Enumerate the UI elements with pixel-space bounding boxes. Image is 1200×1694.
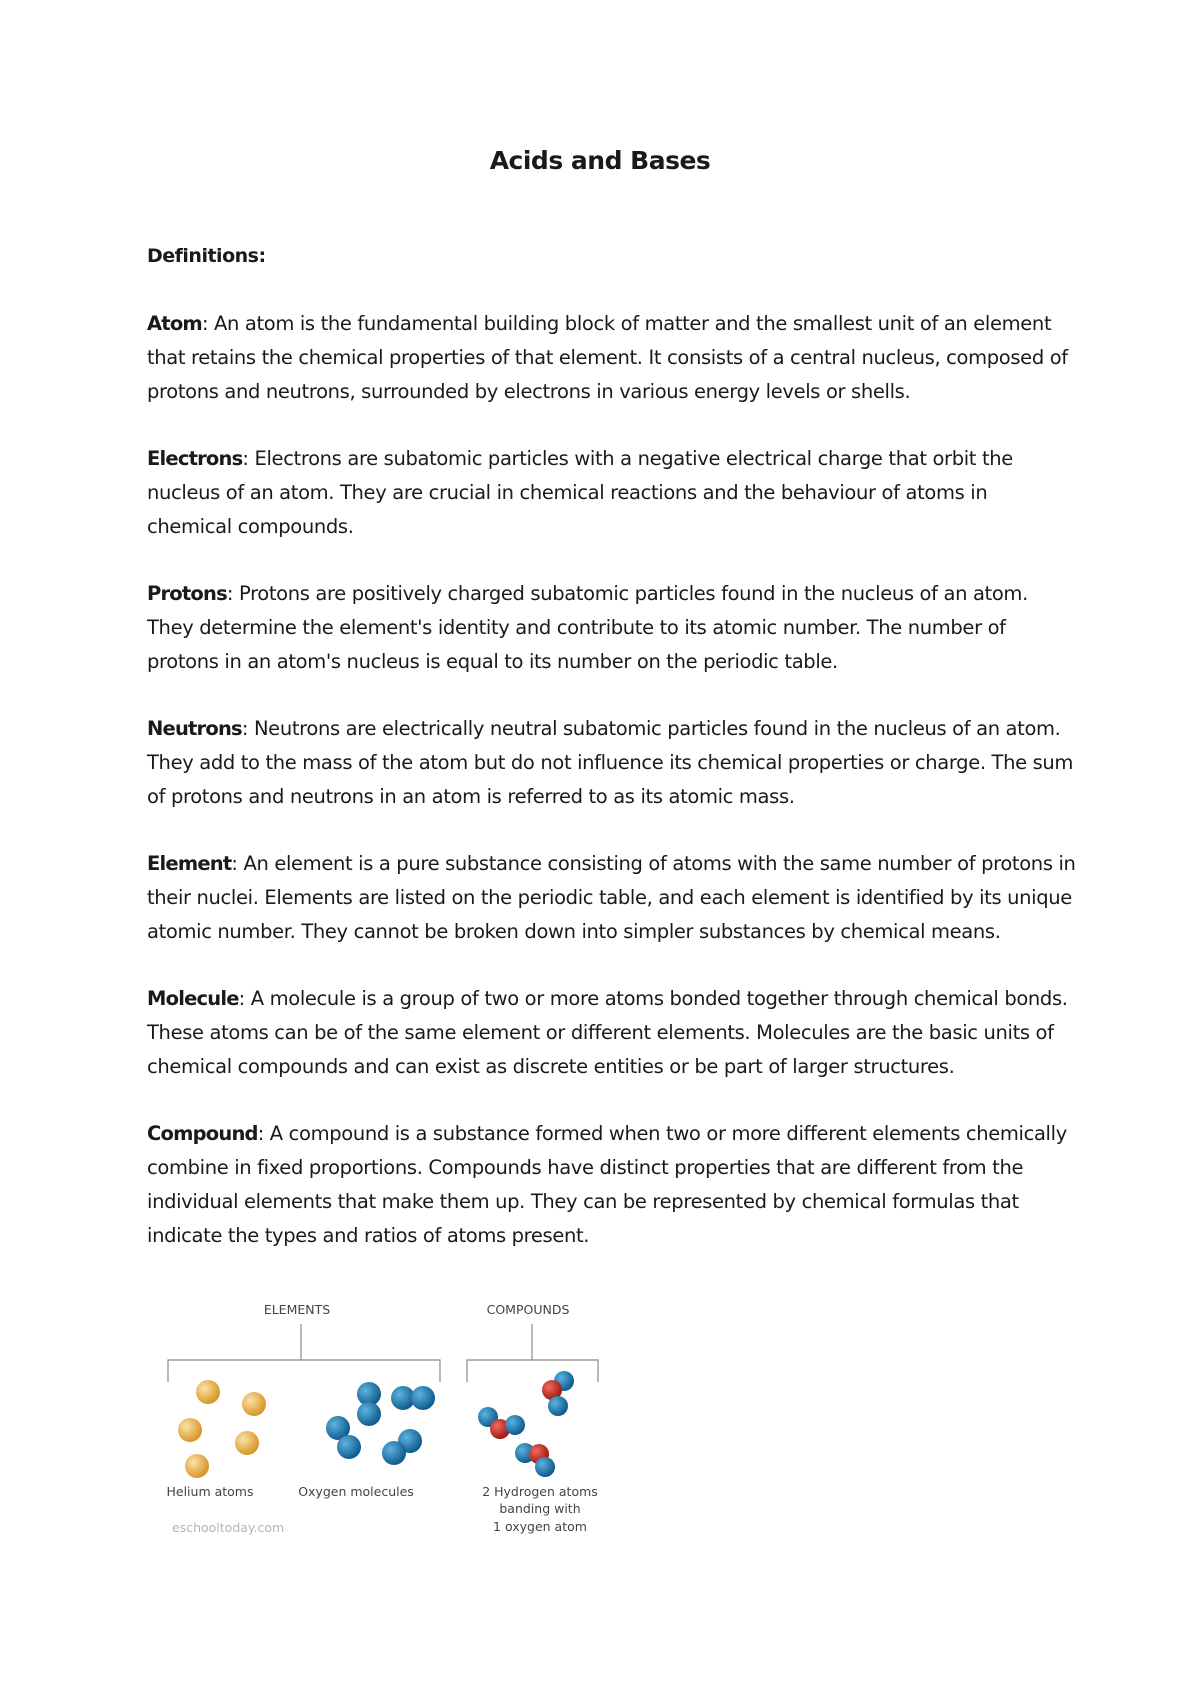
definition-protons	[147, 577, 1077, 679]
definition-term: Molecule	[147, 987, 239, 1010]
figure-svg	[160, 1300, 620, 1560]
helium-atom	[235, 1431, 259, 1455]
definition-text: A compound is a substance formed when two or more different elements chemically combine in fixed proportions. Compounds have distinct properties that are different from the individual elements that make them up. They can be represented by chemical formulas that indicate the types and ratios of atoms present.	[147, 1122, 1067, 1247]
helium-atoms	[178, 1380, 266, 1478]
page-title: Acids and Bases	[489, 146, 711, 175]
compound-caption-line3: 1 oxygen atom	[493, 1519, 587, 1534]
definition-text: A molecule is a group of two or more atoms bonded together through chemical bonds. These atoms can be of the same element or different elements. Molecules are the basic units of chemical compounds and can exist as discrete entities or be part of larger structures.	[147, 987, 1068, 1078]
hydrogen-atom	[535, 1457, 555, 1477]
definition-term: Element	[147, 852, 232, 875]
oxygen-atom	[357, 1402, 381, 1426]
definition-term: Protons	[147, 582, 227, 605]
definition-compound	[147, 1117, 1077, 1253]
oxygen-atom	[337, 1435, 361, 1459]
helium-atom	[196, 1380, 220, 1404]
definition-separator: :	[241, 717, 249, 740]
definition-separator: :	[201, 312, 209, 335]
helium-atom	[185, 1454, 209, 1478]
definition-text: Electrons are subatomic particles with a negative electrical charge that orbit the nucleus of an atom. They are crucial in chemical reactions and the behaviour of atoms in chemical compounds.	[147, 447, 1013, 538]
definition-separator: :	[257, 1122, 264, 1145]
oxygen-caption: Oxygen molecules	[298, 1484, 414, 1499]
definitions-list	[147, 307, 1077, 1286]
definition-separator: :	[226, 582, 234, 605]
definition-neutrons	[147, 712, 1077, 814]
compounds-bracket	[467, 1324, 598, 1382]
compound-caption-line2: banding with	[499, 1501, 581, 1516]
compounds-label: COMPOUNDS	[486, 1302, 570, 1317]
definition-term: Compound	[147, 1122, 258, 1145]
oxygen-atom	[382, 1441, 406, 1465]
oxygen-molecules	[326, 1382, 435, 1465]
compound-caption-line1: 2 Hydrogen atoms	[482, 1484, 598, 1499]
elements-label: ELEMENTS	[263, 1302, 331, 1317]
definition-text: Protons are positively charged subatomic particles found in the nucleus of an atom. They determine the element's identity and contribute to its atomic number. The number of protons in an atom's nucleus is equal to its number on the periodic table.	[147, 582, 1028, 673]
hydrogen-atom	[505, 1415, 525, 1435]
definitions-heading: Definitions:	[147, 245, 266, 267]
definition-separator: :	[231, 852, 238, 875]
helium-caption: Helium atoms	[166, 1484, 254, 1499]
definition-separator: :	[238, 987, 245, 1010]
helium-atom	[178, 1418, 202, 1442]
definition-molecule	[147, 982, 1077, 1084]
definition-term: Electrons	[147, 447, 243, 470]
source-credit: eschooltoday.com	[172, 1520, 285, 1535]
elements-bracket	[168, 1324, 440, 1382]
definition-element	[147, 847, 1077, 949]
oxygen-atom	[411, 1386, 435, 1410]
helium-atom	[242, 1392, 266, 1416]
elements-compounds-figure	[160, 1300, 620, 1560]
water-molecules	[478, 1371, 574, 1477]
hydrogen-atom	[548, 1396, 568, 1416]
definition-term: Neutrons	[147, 717, 242, 740]
definition-text: An element is a pure substance consisting of atoms with the same number of protons in their nuclei. Elements are listed on the periodic table, and each element is identified by its unique atomic number. They cannot be broken down into simpler substances by chemical means.	[147, 852, 1076, 943]
definition-text: Neutrons are electrically neutral subatomic particles found in the nucleus of an atom. They add to the mass of the atom but do not influence its chemical properties or charge. The sum of protons and neutrons in an atom is referred to as its atomic mass.	[147, 717, 1074, 808]
definition-atom	[147, 307, 1077, 409]
definition-text: An atom is the fundamental building block of matter and the smallest unit of an element that retains the chemical properties of that element. It consists of a central nucleus, composed of protons and neutrons, surrounded by electrons in various energy levels or shells.	[147, 312, 1068, 403]
definition-term: Atom	[147, 312, 202, 335]
definition-electrons	[147, 442, 1077, 544]
definition-separator: :	[242, 447, 249, 470]
